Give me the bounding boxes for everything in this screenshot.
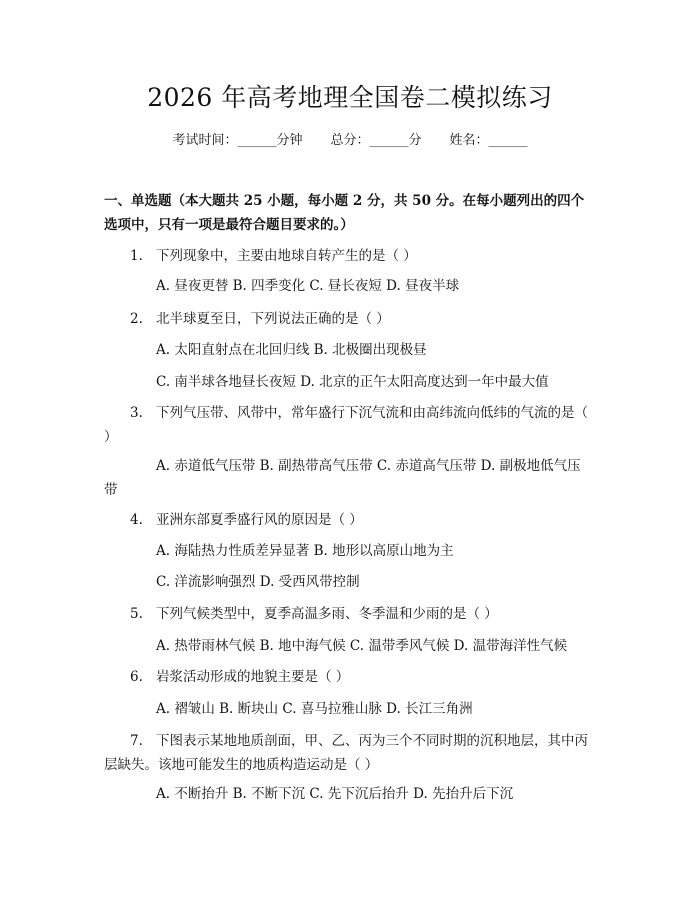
exam-info-line [0,131,700,151]
question-5 [104,602,592,626]
question-stem: 下列气候类型中，夏季高温多雨、冬季温和少雨的是（ ） [156,606,498,622]
question-5-options: A. 热带雨林气候 B. 地中海气候 C. 温带季风气候 D. 温带海洋性气候 [156,638,568,654]
question-stem: 北半球夏至日，下列说法正确的是（ ） [156,311,390,327]
question-4-options-row-2: C. 洋流影响强烈 D. 受西风带控制 [156,574,360,590]
question-stem: 下图表示某地地质剖面，甲、乙、丙为三个不同时期的沉积地层，其中丙层缺失。该地可能发生的地质构造运动是（ ） [104,733,588,773]
question-stem: 亚洲东部夏季盛行风的原因是（ ） [156,512,363,528]
page-title: 2026 年高考地理全国卷二模拟练习 [147,83,553,112]
question-number: 3. [130,405,143,421]
question-number: 4. [130,512,143,528]
question-7 [104,729,592,777]
question-stem: 下列气压带、风带中，常年盛行下沉气流和由高纬流向低纬的气流的是（ ） [104,405,588,445]
question-number: 1. [130,248,143,264]
question-6-options: A. 褶皱山 B. 断块山 C. 喜马拉雅山脉 D. 长江三角洲 [156,701,473,717]
question-4 [104,508,592,532]
question-6 [104,665,592,689]
question-number: 5. [130,606,143,622]
question-number: 6. [130,669,143,685]
question-3-options: A. 赤道低气压带 B. 副热带高气压带 C. 赤道高气压带 D. 副极地低气压带 [104,458,581,498]
question-2-options-row-1: A. 太阳直射点在北回归线 B. 北极圈出现极昼 [156,342,427,358]
question-7-options: A. 不断抬升 B. 不断下沉 C. 先下沉后抬升 D. 先抬升后下沉 [156,786,514,802]
question-2-options-row-2: C. 南半球各地昼长夜短 D. 北京的正午太阳高度达到一年中最大值 [156,374,549,390]
question-2 [104,307,592,331]
question-number: 7. [130,733,143,749]
question-3 [104,401,592,449]
total-score-field: 总分：______分 [330,133,422,148]
question-number: 2. [130,311,143,327]
section-heading: 一、单选题（本大题共 25 小题，每小题 2 分，共 50 分。在每小题列出的四个选项中，只有一项是最符合题目要求的。） [104,193,585,233]
question-4-options-row-1: A. 海陆热力性质差异显著 B. 地形以高原山地为主 [156,543,454,559]
question-1 [104,244,592,268]
question-stem: 岩浆活动形成的地貌主要是（ ） [156,669,350,685]
question-stem: 下列现象中，主要由地球自转产生的是（ ） [156,248,417,264]
question-1-options: A. 昼夜更替 B. 四季变化 C. 昼长夜短 D. 昼夜半球 [156,278,460,294]
exam-time-field: 考试时间：______分钟 [172,133,303,148]
student-name-field: 姓名：______ [449,133,528,148]
